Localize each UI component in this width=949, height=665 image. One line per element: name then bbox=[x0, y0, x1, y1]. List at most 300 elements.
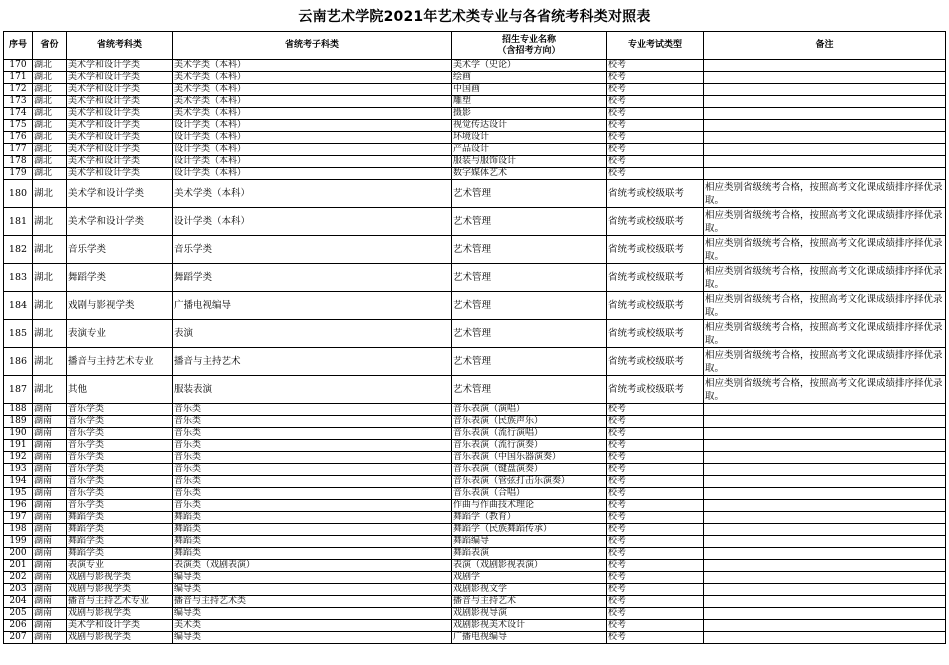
cell-category: 美术学和设计学类 bbox=[67, 132, 173, 144]
cell-major: 戏剧影视导演 bbox=[452, 608, 607, 620]
cell-major: 音乐表演（管弦打击乐演奏） bbox=[452, 476, 607, 488]
cell-major: 摄影 bbox=[452, 108, 607, 120]
cell-remark: 相应类别省级统考合格，按照高考文化课成绩排序择优录取。 bbox=[704, 292, 946, 320]
cell-province: 湖南 bbox=[33, 524, 67, 536]
cell-major: 音乐表演（键盘演奏） bbox=[452, 464, 607, 476]
cell-major: 音乐表演（流行演唱） bbox=[452, 428, 607, 440]
cell-exam-type: 校考 bbox=[607, 452, 704, 464]
table-row bbox=[4, 156, 946, 168]
table-row bbox=[4, 72, 946, 84]
table-row bbox=[4, 632, 946, 644]
cell-exam-type: 省统考或校级联考 bbox=[607, 208, 704, 236]
cell-province: 湖南 bbox=[33, 548, 67, 560]
cell-category: 美术学和设计学类 bbox=[67, 84, 173, 96]
cell-exam-type: 校考 bbox=[607, 464, 704, 476]
cell-province: 湖北 bbox=[33, 292, 67, 320]
cell-province: 湖北 bbox=[33, 208, 67, 236]
cell-subcategory: 美术学类（本科） bbox=[173, 72, 452, 84]
table-row bbox=[4, 132, 946, 144]
cell-category: 美术学和设计学类 bbox=[67, 168, 173, 180]
cell-seq: 183 bbox=[4, 264, 33, 292]
cell-province: 湖北 bbox=[33, 72, 67, 84]
cell-seq: 172 bbox=[4, 84, 33, 96]
cell-exam-type: 校考 bbox=[607, 608, 704, 620]
cell-major: 舞蹈编导 bbox=[452, 536, 607, 548]
cell-province: 湖北 bbox=[33, 96, 67, 108]
cell-major: 音乐表演（合唱） bbox=[452, 488, 607, 500]
table-row bbox=[4, 108, 946, 120]
cell-seq: 170 bbox=[4, 60, 33, 72]
cell-seq: 204 bbox=[4, 596, 33, 608]
cell-exam-type: 校考 bbox=[607, 584, 704, 596]
cell-subcategory: 舞蹈类 bbox=[173, 512, 452, 524]
cell-category: 音乐学类 bbox=[67, 416, 173, 428]
cell-subcategory: 音乐类 bbox=[173, 404, 452, 416]
cell-subcategory: 音乐类 bbox=[173, 452, 452, 464]
cell-seq: 202 bbox=[4, 572, 33, 584]
cell-exam-type: 校考 bbox=[607, 84, 704, 96]
cell-major: 产品设计 bbox=[452, 144, 607, 156]
cell-province: 湖南 bbox=[33, 584, 67, 596]
cell-province: 湖南 bbox=[33, 476, 67, 488]
cell-category: 表演专业 bbox=[67, 320, 173, 348]
cell-exam-type: 省统考或校级联考 bbox=[607, 292, 704, 320]
cell-remark bbox=[704, 500, 946, 512]
cell-province: 湖南 bbox=[33, 512, 67, 524]
cell-exam-type: 省统考或校级联考 bbox=[607, 180, 704, 208]
table-row bbox=[4, 548, 946, 560]
cell-subcategory: 音乐类 bbox=[173, 416, 452, 428]
cell-remark bbox=[704, 440, 946, 452]
cell-seq: 199 bbox=[4, 536, 33, 548]
cell-remark bbox=[704, 132, 946, 144]
cell-exam-type: 校考 bbox=[607, 548, 704, 560]
cell-subcategory: 美术学类（本科） bbox=[173, 108, 452, 120]
cell-seq: 174 bbox=[4, 108, 33, 120]
cell-province: 湖南 bbox=[33, 536, 67, 548]
table-row bbox=[4, 376, 946, 404]
cell-major: 艺术管理 bbox=[452, 292, 607, 320]
cell-subcategory: 服装表演 bbox=[173, 376, 452, 404]
cell-seq: 197 bbox=[4, 512, 33, 524]
cell-seq: 185 bbox=[4, 320, 33, 348]
cell-subcategory: 设计学类（本科） bbox=[173, 132, 452, 144]
cell-remark bbox=[704, 488, 946, 500]
cell-major: 戏剧影视美术设计 bbox=[452, 620, 607, 632]
cell-remark bbox=[704, 572, 946, 584]
cell-subcategory: 设计学类（本科） bbox=[173, 120, 452, 132]
table-row bbox=[4, 292, 946, 320]
cell-category: 音乐学类 bbox=[67, 500, 173, 512]
cell-subcategory: 音乐类 bbox=[173, 500, 452, 512]
table-row bbox=[4, 404, 946, 416]
cell-seq: 189 bbox=[4, 416, 33, 428]
header-remark: 备注 bbox=[704, 32, 946, 60]
cell-subcategory: 音乐类 bbox=[173, 428, 452, 440]
cell-province: 湖北 bbox=[33, 168, 67, 180]
cell-remark bbox=[704, 632, 946, 644]
cell-category: 表演专业 bbox=[67, 560, 173, 572]
cell-major: 音乐表演（民族声乐） bbox=[452, 416, 607, 428]
cell-exam-type: 校考 bbox=[607, 524, 704, 536]
cell-province: 湖北 bbox=[33, 348, 67, 376]
cell-seq: 182 bbox=[4, 236, 33, 264]
cell-province: 湖北 bbox=[33, 236, 67, 264]
cell-category: 美术学和设计学类 bbox=[67, 620, 173, 632]
cell-subcategory: 音乐类 bbox=[173, 464, 452, 476]
cell-exam-type: 校考 bbox=[607, 156, 704, 168]
cell-province: 湖北 bbox=[33, 108, 67, 120]
cell-exam-type: 校考 bbox=[607, 440, 704, 452]
table-row bbox=[4, 512, 946, 524]
cell-major: 戏剧学 bbox=[452, 572, 607, 584]
cell-category: 音乐学类 bbox=[67, 452, 173, 464]
table-row bbox=[4, 96, 946, 108]
cell-remark: 相应类别省级统考合格，按照高考文化课成绩排序择优录取。 bbox=[704, 264, 946, 292]
table-row bbox=[4, 84, 946, 96]
cell-seq: 184 bbox=[4, 292, 33, 320]
cell-category: 播音与主持艺术专业 bbox=[67, 348, 173, 376]
cell-category: 音乐学类 bbox=[67, 464, 173, 476]
cell-subcategory: 表演类（戏剧表演） bbox=[173, 560, 452, 572]
cell-subcategory: 舞蹈类 bbox=[173, 524, 452, 536]
cell-remark bbox=[704, 560, 946, 572]
page-title: 云南艺术学院2021年艺术类专业与各省统考科类对照表 bbox=[298, 9, 651, 25]
cell-category: 音乐学类 bbox=[67, 404, 173, 416]
cell-major: 舞蹈表演 bbox=[452, 548, 607, 560]
cell-category: 戏剧与影视学类 bbox=[67, 292, 173, 320]
cell-remark bbox=[704, 416, 946, 428]
table-row bbox=[4, 320, 946, 348]
table-row bbox=[4, 348, 946, 376]
cell-category: 播音与主持艺术专业 bbox=[67, 596, 173, 608]
cell-seq: 180 bbox=[4, 180, 33, 208]
cell-major: 播音与主持艺术 bbox=[452, 596, 607, 608]
cell-seq: 191 bbox=[4, 440, 33, 452]
cell-subcategory: 美术学类（本科） bbox=[173, 96, 452, 108]
cell-major: 音乐表演（流行演奏） bbox=[452, 440, 607, 452]
cell-remark bbox=[704, 620, 946, 632]
table-body bbox=[4, 60, 946, 644]
cell-subcategory: 设计学类（本科） bbox=[173, 168, 452, 180]
cell-seq: 171 bbox=[4, 72, 33, 84]
cell-province: 湖南 bbox=[33, 488, 67, 500]
cell-seq: 181 bbox=[4, 208, 33, 236]
cell-exam-type: 校考 bbox=[607, 476, 704, 488]
cell-subcategory: 表演 bbox=[173, 320, 452, 348]
cell-province: 湖南 bbox=[33, 428, 67, 440]
cell-remark bbox=[704, 168, 946, 180]
cell-exam-type: 校考 bbox=[607, 108, 704, 120]
cell-province: 湖北 bbox=[33, 120, 67, 132]
cell-province: 湖南 bbox=[33, 572, 67, 584]
cell-category: 美术学和设计学类 bbox=[67, 72, 173, 84]
cell-subcategory: 美术学类（本科） bbox=[173, 84, 452, 96]
cell-remark: 相应类别省级统考合格，按照高考文化课成绩排序择优录取。 bbox=[704, 236, 946, 264]
cell-subcategory: 广播电视编导 bbox=[173, 292, 452, 320]
table-header-row bbox=[4, 32, 946, 60]
cell-province: 湖北 bbox=[33, 144, 67, 156]
cell-seq: 207 bbox=[4, 632, 33, 644]
cell-seq: 175 bbox=[4, 120, 33, 132]
cell-exam-type: 省统考或校级联考 bbox=[607, 264, 704, 292]
cell-category: 音乐学类 bbox=[67, 476, 173, 488]
cell-exam-type: 省统考或校级联考 bbox=[607, 376, 704, 404]
cell-province: 湖南 bbox=[33, 632, 67, 644]
cell-exam-type: 校考 bbox=[607, 72, 704, 84]
cell-remark bbox=[704, 464, 946, 476]
cell-exam-type: 校考 bbox=[607, 144, 704, 156]
cell-province: 湖南 bbox=[33, 452, 67, 464]
cell-subcategory: 编导类 bbox=[173, 608, 452, 620]
cell-exam-type: 校考 bbox=[607, 60, 704, 72]
cell-major: 美术学（史论） bbox=[452, 60, 607, 72]
table-row bbox=[4, 236, 946, 264]
cell-subcategory: 舞蹈学类 bbox=[173, 264, 452, 292]
cell-remark: 相应类别省级统考合格，按照高考文化课成绩排序择优录取。 bbox=[704, 180, 946, 208]
cell-category: 舞蹈学类 bbox=[67, 548, 173, 560]
cell-province: 湖北 bbox=[33, 264, 67, 292]
cell-exam-type: 省统考或校级联考 bbox=[607, 320, 704, 348]
cell-major: 视觉传达设计 bbox=[452, 120, 607, 132]
cell-major: 艺术管理 bbox=[452, 208, 607, 236]
cell-category: 舞蹈学类 bbox=[67, 524, 173, 536]
cell-major: 艺术管理 bbox=[452, 348, 607, 376]
cell-major: 艺术管理 bbox=[452, 236, 607, 264]
cell-subcategory: 编导类 bbox=[173, 584, 452, 596]
table-row bbox=[4, 620, 946, 632]
cell-category: 美术学和设计学类 bbox=[67, 144, 173, 156]
cell-major: 艺术管理 bbox=[452, 320, 607, 348]
cell-remark bbox=[704, 512, 946, 524]
table-row bbox=[4, 208, 946, 236]
cell-province: 湖北 bbox=[33, 376, 67, 404]
table-row bbox=[4, 464, 946, 476]
cell-seq: 178 bbox=[4, 156, 33, 168]
cell-category: 美术学和设计学类 bbox=[67, 208, 173, 236]
cell-seq: 192 bbox=[4, 452, 33, 464]
cell-exam-type: 校考 bbox=[607, 512, 704, 524]
cell-remark bbox=[704, 548, 946, 560]
comparison-table bbox=[3, 31, 946, 644]
cell-exam-type: 省统考或校级联考 bbox=[607, 236, 704, 264]
header-major-line2: （含招考方向） bbox=[497, 45, 561, 56]
cell-seq: 193 bbox=[4, 464, 33, 476]
cell-major: 数字媒体艺术 bbox=[452, 168, 607, 180]
cell-major: 艺术管理 bbox=[452, 376, 607, 404]
cell-seq: 203 bbox=[4, 584, 33, 596]
cell-province: 湖北 bbox=[33, 132, 67, 144]
cell-major: 表演（戏剧影视表演） bbox=[452, 560, 607, 572]
cell-seq: 200 bbox=[4, 548, 33, 560]
cell-category: 音乐学类 bbox=[67, 440, 173, 452]
cell-exam-type: 校考 bbox=[607, 500, 704, 512]
cell-province: 湖南 bbox=[33, 608, 67, 620]
cell-remark: 相应类别省级统考合格，按照高考文化课成绩排序择优录取。 bbox=[704, 376, 946, 404]
cell-category: 戏剧与影视学类 bbox=[67, 572, 173, 584]
cell-exam-type: 校考 bbox=[607, 404, 704, 416]
cell-seq: 176 bbox=[4, 132, 33, 144]
cell-remark bbox=[704, 84, 946, 96]
cell-province: 湖南 bbox=[33, 404, 67, 416]
cell-remark bbox=[704, 584, 946, 596]
cell-subcategory: 美术学类（本科） bbox=[173, 180, 452, 208]
table-row bbox=[4, 60, 946, 72]
cell-remark bbox=[704, 428, 946, 440]
cell-category: 音乐学类 bbox=[67, 236, 173, 264]
cell-seq: 205 bbox=[4, 608, 33, 620]
cell-province: 湖南 bbox=[33, 560, 67, 572]
cell-province: 湖南 bbox=[33, 464, 67, 476]
cell-category: 美术学和设计学类 bbox=[67, 96, 173, 108]
cell-major: 艺术管理 bbox=[452, 180, 607, 208]
cell-remark: 相应类别省级统考合格，按照高考文化课成绩排序择优录取。 bbox=[704, 208, 946, 236]
table-row bbox=[4, 608, 946, 620]
table-row bbox=[4, 560, 946, 572]
cell-subcategory: 音乐类 bbox=[173, 476, 452, 488]
cell-major: 舞蹈学（民族舞蹈传承） bbox=[452, 524, 607, 536]
cell-exam-type: 校考 bbox=[607, 572, 704, 584]
cell-province: 湖北 bbox=[33, 156, 67, 168]
cell-remark bbox=[704, 452, 946, 464]
header-seq: 序号 bbox=[4, 32, 33, 60]
cell-seq: 188 bbox=[4, 404, 33, 416]
cell-subcategory: 设计学类（本科） bbox=[173, 208, 452, 236]
cell-province: 湖南 bbox=[33, 596, 67, 608]
cell-subcategory: 美术学类（本科） bbox=[173, 60, 452, 72]
table-row bbox=[4, 144, 946, 156]
cell-major: 中国画 bbox=[452, 84, 607, 96]
cell-remark bbox=[704, 72, 946, 84]
table-row bbox=[4, 524, 946, 536]
cell-exam-type: 校考 bbox=[607, 632, 704, 644]
cell-seq: 194 bbox=[4, 476, 33, 488]
cell-exam-type: 校考 bbox=[607, 132, 704, 144]
cell-subcategory: 播音与主持艺术类 bbox=[173, 596, 452, 608]
cell-province: 湖北 bbox=[33, 320, 67, 348]
cell-seq: 173 bbox=[4, 96, 33, 108]
cell-category: 音乐学类 bbox=[67, 488, 173, 500]
cell-exam-type: 校考 bbox=[607, 488, 704, 500]
cell-province: 湖南 bbox=[33, 620, 67, 632]
cell-seq: 206 bbox=[4, 620, 33, 632]
table-row bbox=[4, 584, 946, 596]
cell-major: 广播电视编导 bbox=[452, 632, 607, 644]
cell-major: 绘画 bbox=[452, 72, 607, 84]
cell-category: 戏剧与影视学类 bbox=[67, 584, 173, 596]
cell-exam-type: 省统考或校级联考 bbox=[607, 348, 704, 376]
table-row bbox=[4, 572, 946, 584]
cell-subcategory: 播音与主持艺术 bbox=[173, 348, 452, 376]
cell-province: 湖南 bbox=[33, 500, 67, 512]
header-exam-type: 专业考试类型 bbox=[607, 32, 704, 60]
cell-major: 艺术管理 bbox=[452, 264, 607, 292]
cell-seq: 177 bbox=[4, 144, 33, 156]
cell-major: 舞蹈学（教育） bbox=[452, 512, 607, 524]
header-category: 省统考科类 bbox=[67, 32, 173, 60]
cell-seq: 195 bbox=[4, 488, 33, 500]
cell-subcategory: 音乐学类 bbox=[173, 236, 452, 264]
cell-subcategory: 音乐类 bbox=[173, 488, 452, 500]
cell-subcategory: 音乐类 bbox=[173, 440, 452, 452]
cell-category: 舞蹈学类 bbox=[67, 264, 173, 292]
header-subcategory: 省统考子科类 bbox=[173, 32, 452, 60]
cell-category: 戏剧与影视学类 bbox=[67, 608, 173, 620]
cell-major: 作曲与作曲技术理论 bbox=[452, 500, 607, 512]
cell-subcategory: 设计学类（本科） bbox=[173, 156, 452, 168]
cell-remark bbox=[704, 608, 946, 620]
cell-remark bbox=[704, 536, 946, 548]
header-province: 省份 bbox=[33, 32, 67, 60]
cell-seq: 190 bbox=[4, 428, 33, 440]
cell-province: 湖北 bbox=[33, 84, 67, 96]
cell-province: 湖南 bbox=[33, 416, 67, 428]
cell-major: 音乐表演（演唱） bbox=[452, 404, 607, 416]
cell-exam-type: 校考 bbox=[607, 596, 704, 608]
cell-remark: 相应类别省级统考合格，按照高考文化课成绩排序择优录取。 bbox=[704, 348, 946, 376]
cell-exam-type: 校考 bbox=[607, 416, 704, 428]
table-row bbox=[4, 596, 946, 608]
cell-category: 戏剧与影视学类 bbox=[67, 632, 173, 644]
cell-category: 美术学和设计学类 bbox=[67, 120, 173, 132]
cell-category: 其他 bbox=[67, 376, 173, 404]
table-row bbox=[4, 500, 946, 512]
cell-exam-type: 校考 bbox=[607, 620, 704, 632]
table-row bbox=[4, 264, 946, 292]
cell-exam-type: 校考 bbox=[607, 96, 704, 108]
cell-subcategory: 美术类 bbox=[173, 620, 452, 632]
table-row bbox=[4, 416, 946, 428]
cell-exam-type: 校考 bbox=[607, 536, 704, 548]
cell-major: 音乐表演（中国乐器演奏） bbox=[452, 452, 607, 464]
cell-category: 舞蹈学类 bbox=[67, 512, 173, 524]
cell-remark bbox=[704, 96, 946, 108]
cell-category: 美术学和设计学类 bbox=[67, 156, 173, 168]
header-major-line1: 招生专业名称 bbox=[501, 34, 556, 45]
cell-major: 戏剧影视文学 bbox=[452, 584, 607, 596]
cell-province: 湖南 bbox=[33, 440, 67, 452]
cell-major: 服装与服饰设计 bbox=[452, 156, 607, 168]
cell-remark bbox=[704, 144, 946, 156]
cell-exam-type: 校考 bbox=[607, 560, 704, 572]
cell-subcategory: 舞蹈类 bbox=[173, 536, 452, 548]
cell-exam-type: 校考 bbox=[607, 168, 704, 180]
cell-seq: 187 bbox=[4, 376, 33, 404]
header-major bbox=[452, 32, 607, 60]
table-row bbox=[4, 476, 946, 488]
cell-remark bbox=[704, 60, 946, 72]
table-row bbox=[4, 428, 946, 440]
cell-remark bbox=[704, 476, 946, 488]
table-row bbox=[4, 452, 946, 464]
cell-category: 舞蹈学类 bbox=[67, 536, 173, 548]
cell-seq: 196 bbox=[4, 500, 33, 512]
cell-exam-type: 校考 bbox=[607, 428, 704, 440]
cell-exam-type: 校考 bbox=[607, 120, 704, 132]
cell-subcategory: 设计学类（本科） bbox=[173, 144, 452, 156]
cell-major: 环境设计 bbox=[452, 132, 607, 144]
cell-subcategory: 舞蹈类 bbox=[173, 548, 452, 560]
cell-remark bbox=[704, 108, 946, 120]
cell-category: 音乐学类 bbox=[67, 428, 173, 440]
cell-remark bbox=[704, 120, 946, 132]
cell-seq: 186 bbox=[4, 348, 33, 376]
cell-seq: 198 bbox=[4, 524, 33, 536]
table-row bbox=[4, 168, 946, 180]
cell-category: 美术学和设计学类 bbox=[67, 60, 173, 72]
cell-province: 湖北 bbox=[33, 60, 67, 72]
cell-province: 湖北 bbox=[33, 180, 67, 208]
